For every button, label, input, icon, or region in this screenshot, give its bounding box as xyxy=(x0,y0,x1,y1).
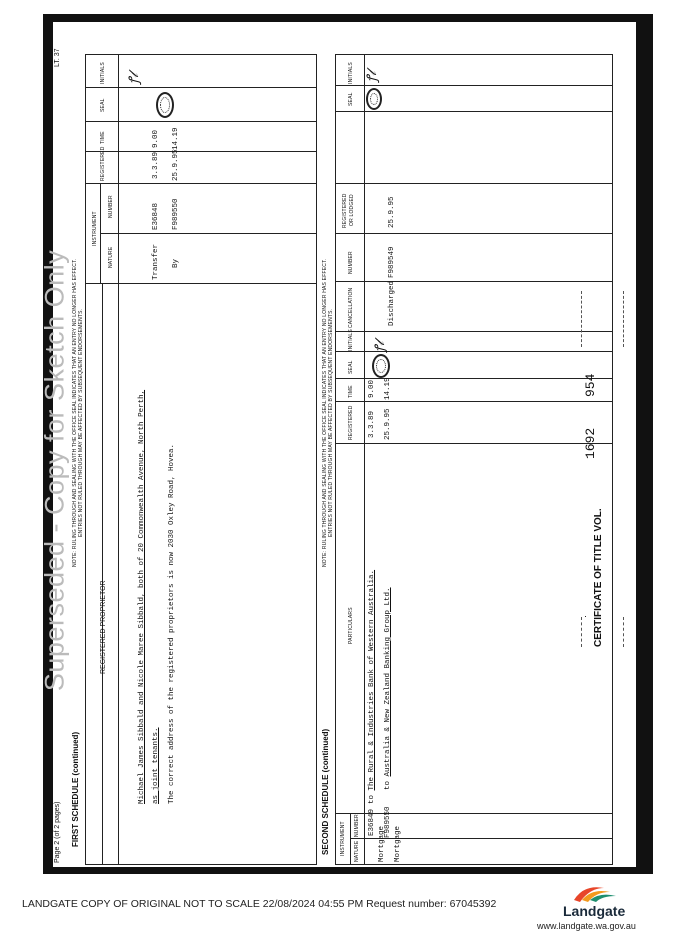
second-number2: F989550 xyxy=(384,806,392,838)
rotated-title-sheet xyxy=(53,22,636,867)
certificate-volume: 1692 xyxy=(583,427,598,459)
certificate-folio: 954 xyxy=(583,373,598,397)
proprietor-line2: as joint tenants. xyxy=(152,727,160,804)
second-part1-prefix: to xyxy=(368,790,376,804)
first-col-initials: INITIALS xyxy=(100,62,106,84)
first-col-instrument: INSTRUMENT xyxy=(92,211,98,246)
first-col-number: NUMBER xyxy=(108,195,114,218)
superseded-watermark: Superseded - Copy for Sketch Only xyxy=(39,249,70,692)
second-date2: 25.9.95 xyxy=(384,408,392,440)
cancellation-seal-icon xyxy=(366,88,382,110)
first-col-registered: REGISTERED xyxy=(100,146,106,181)
second-col-cseal: SEAL xyxy=(348,92,354,106)
second-col-number: NUMBER xyxy=(354,814,360,837)
logo-name: Landgate xyxy=(563,903,626,919)
second-col-cinitials: INITIALS xyxy=(348,62,354,84)
second-col-cnumber: NUMBER xyxy=(348,251,354,274)
second-col-time: TIME xyxy=(348,385,354,398)
second-col-instrument: INSTRUMENT xyxy=(340,821,346,856)
office-seal-icon xyxy=(156,92,174,118)
first-col-nature: NATURE xyxy=(108,246,114,268)
certificate-label: CERTIFICATE OF TITLE VOL. xyxy=(593,508,604,647)
first-schedule-table xyxy=(85,54,317,865)
second-time1: 9.00 xyxy=(368,379,376,398)
first-number2: F989550 xyxy=(172,198,180,230)
second-cancellation: Discharged xyxy=(388,280,396,326)
footer-text: LANDGATE COPY OF ORIGINAL NOT TO SCALE 22/08/2024 04:55 PM Request number: 67045392 xyxy=(22,898,497,910)
second-col-reg-lodged1: REGISTERED xyxy=(342,193,348,228)
form-code: LT. 37 xyxy=(54,48,61,67)
second-col-registered: REGISTERED xyxy=(348,405,354,440)
first-date2: 25.9.95 xyxy=(172,149,180,181)
second-cnumber: F989549 xyxy=(388,246,396,278)
first-time2: 14.19 xyxy=(172,127,180,150)
second-part2: Australia & New Zealand Banking Group Ltd. xyxy=(384,587,392,777)
first-col-time: TIME xyxy=(100,131,106,144)
second-time2: 14.19 xyxy=(384,377,392,400)
first-nature1: Transfer xyxy=(152,243,160,280)
first-note-line1: NOTE: RULING THROUGH AND SEALING WITH THE OFFICE SEAL INDICATES THAT AN ENTRY NO LONGER HAS EFFECT. xyxy=(72,258,78,567)
second-col-initials: INITIALS xyxy=(348,329,354,351)
document-paper xyxy=(53,22,636,867)
cancellation-initials-signature: ꝭ𝓁 xyxy=(365,71,380,82)
first-col-proprietor: REGISTERED PROPRIETOR xyxy=(100,580,107,674)
first-note-line2: ENTRIES NOT RULED THROUGH MAY BE AFFECTED BY SUBSEQUENT ENDORSEMENTS. xyxy=(78,308,84,537)
second-note-line2: ENTRIES NOT RULED THROUGH MAY BE AFFECTED BY SUBSEQUENT ENDORSEMENTS. xyxy=(328,308,334,537)
second-nature2: Mortgage xyxy=(394,825,402,862)
first-date1: 3.3.89 xyxy=(152,151,160,179)
second-note-line1: NOTE: RULING THROUGH AND SEALING WITH THE OFFICE SEAL INDICATES THAT AN ENTRY NO LONGER HAS EFFECT. xyxy=(322,258,328,567)
second-schedule-title: SECOND SCHEDULE (continued) xyxy=(321,728,330,855)
proprietor-line1: Michael James Sibbald and Nicole Maree Sibbald, both of 20 Commonwealth Avenue, North Perth, xyxy=(138,389,146,804)
first-schedule-title: FIRST SCHEDULE (continued) xyxy=(71,731,80,847)
second-col-cancellation: CANCELLATION xyxy=(348,287,354,328)
first-nature2: By xyxy=(172,258,180,268)
logo-url[interactable]: www.landgate.wa.gov.au xyxy=(537,921,636,931)
second-cdate: 25.9.95 xyxy=(388,196,396,228)
second-schedule-table xyxy=(335,54,613,865)
second-part2-prefix: to xyxy=(384,776,392,790)
second-col-particulars: PARTICULARS xyxy=(348,607,354,644)
second-nature1: Mortgage xyxy=(378,825,386,862)
page-label: Page 2 (of 2 pages) xyxy=(54,801,61,863)
second-initials-signature: ꝭ𝓁 xyxy=(373,341,388,352)
initials-signature: ꝭ𝓁 xyxy=(127,73,142,84)
second-col-reg-lodged2: OR LODGED xyxy=(349,194,355,226)
second-office-seal-icon xyxy=(372,354,390,378)
second-col-seal: SEAL xyxy=(348,360,354,374)
second-part1: The Rural & Industries Bank of Western Australia. xyxy=(368,569,376,791)
first-col-seal: SEAL xyxy=(100,98,106,112)
first-number1: E36848 xyxy=(152,202,160,230)
second-date1: 3.3.89 xyxy=(368,410,376,438)
second-number1: E36849 xyxy=(368,808,376,836)
first-time1: 9.00 xyxy=(152,129,160,148)
proprietor-line3: The correct address of the registered proprietors is now 2030 Oxley Road, Hovea. xyxy=(168,443,176,804)
second-col-nature: NATURE xyxy=(354,840,360,862)
